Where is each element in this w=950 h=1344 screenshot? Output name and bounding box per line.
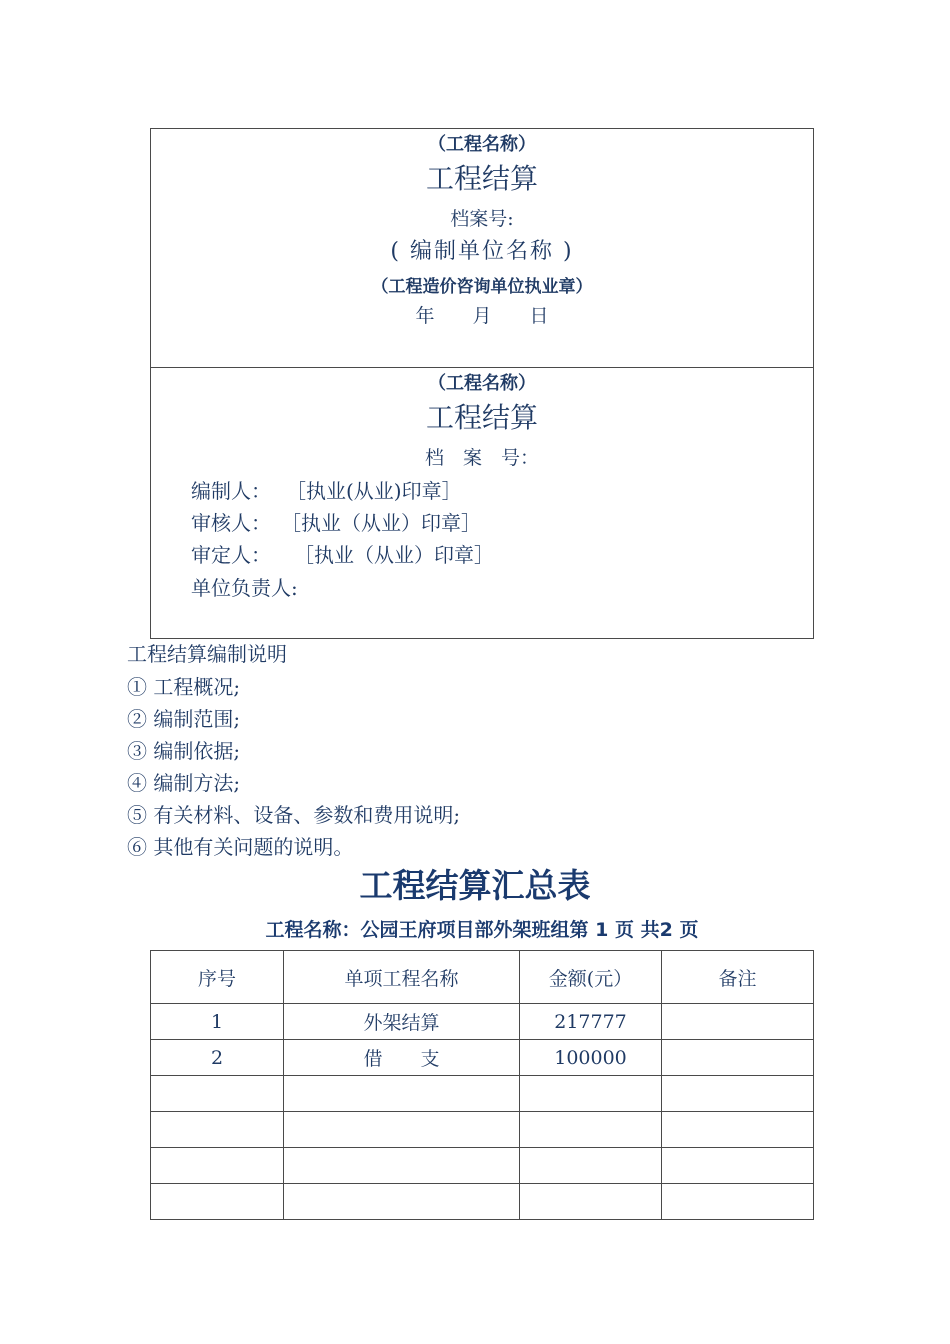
table-cell xyxy=(520,1112,662,1148)
table-cell: 1 xyxy=(151,1004,284,1040)
table-cell xyxy=(284,1112,520,1148)
table-row xyxy=(151,1076,814,1112)
cover1-project-name: （工程名称） xyxy=(428,134,536,155)
table-cell xyxy=(284,1076,520,1112)
table-cell xyxy=(151,1184,284,1220)
notes-item: ② 编制范围; xyxy=(127,707,241,731)
table-cell xyxy=(662,1148,814,1184)
signer-seal: ［执业（从业）印章］ xyxy=(294,543,494,567)
table-cell: 217777 xyxy=(520,1004,662,1040)
cover1-seal: （工程造价咨询单位执业章） xyxy=(371,277,593,297)
notes-item: ⑥ 其他有关问题的说明。 xyxy=(127,835,354,859)
header-cell: 金额(元） xyxy=(520,951,662,1004)
table-cell xyxy=(284,1184,520,1220)
cover-page-1 xyxy=(150,128,814,368)
table-cell xyxy=(151,1148,284,1184)
table-cell xyxy=(662,1004,814,1040)
table-cell xyxy=(662,1112,814,1148)
table-cell xyxy=(662,1040,814,1076)
signer-label: 审核人： xyxy=(191,511,271,535)
table-cell xyxy=(520,1148,662,1184)
table-cell xyxy=(151,1112,284,1148)
table-cell xyxy=(151,1076,284,1112)
cover1-archive-no: 档案号: xyxy=(450,208,514,230)
table-row xyxy=(151,1148,814,1184)
signer-label: 审定人： xyxy=(191,543,271,567)
cover1-unit-name: ( 编制单位名称 ) xyxy=(390,239,574,264)
cover-page-2 xyxy=(150,367,814,639)
table-cell: 2 xyxy=(151,1040,284,1076)
table-header-row xyxy=(151,951,814,1004)
table-cell xyxy=(284,1148,520,1184)
signer-label: 编制人： xyxy=(191,479,271,503)
notes-item: ④ 编制方法; xyxy=(127,771,241,795)
table-cell: 外架结算 xyxy=(284,1004,520,1040)
notes-item: ① 工程概况; xyxy=(127,675,241,699)
summary-title: 工程结算汇总表 xyxy=(359,866,591,905)
notes-heading: 工程结算编制说明 xyxy=(127,642,287,666)
header-cell: 序号 xyxy=(151,951,284,1004)
header-cell: 单项工程名称 xyxy=(284,951,520,1004)
signer-seal: ［执业(从业)印章］ xyxy=(286,479,462,503)
signer-label: 单位负责人: xyxy=(191,576,298,600)
signer-seal: ［执业（从业）印章］ xyxy=(281,511,481,535)
header-cell: 备注 xyxy=(662,951,814,1004)
notes-item: ③ 编制依据; xyxy=(127,739,241,763)
cover2-archive-no: 档 案 号： xyxy=(424,447,539,469)
table-row xyxy=(151,1004,814,1040)
notes-item: ⑤ 有关材料、设备、参数和费用说明; xyxy=(127,803,461,827)
table-cell xyxy=(520,1184,662,1220)
summary-table xyxy=(150,950,814,1220)
table-cell: 100000 xyxy=(520,1040,662,1076)
table-cell xyxy=(520,1076,662,1112)
cover1-date: 年 月 日 xyxy=(415,305,549,327)
cover2-title: 工程结算 xyxy=(425,401,538,434)
table-row xyxy=(151,1184,814,1220)
table-row xyxy=(151,1112,814,1148)
table-cell xyxy=(662,1076,814,1112)
table-cell: 借 支 xyxy=(284,1040,520,1076)
cover1-title: 工程结算 xyxy=(425,162,538,195)
table-row xyxy=(151,1040,814,1076)
table-cell xyxy=(662,1184,814,1220)
summary-subtitle: 工程名称：公园王府项目部外架班组第 1 页 共2 页 xyxy=(265,919,699,941)
cover2-project-name: （工程名称） xyxy=(428,373,536,394)
